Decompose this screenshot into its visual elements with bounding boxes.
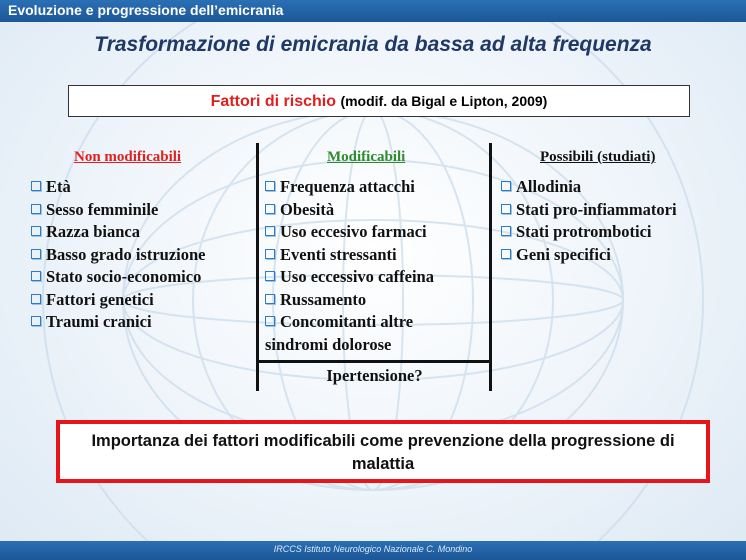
checkbox-bullet-icon (501, 181, 511, 191)
list-item: Fattori genetici (31, 289, 206, 312)
list-item: Sesso femminile (31, 199, 206, 222)
checkbox-bullet-icon (31, 226, 41, 236)
checkbox-bullet-icon (265, 294, 275, 304)
list-item: Stati protrombotici (501, 221, 677, 244)
list-item: Stati pro-infiammatori (501, 199, 677, 222)
importance-box (56, 420, 710, 483)
list-item: Traumi cranici (31, 311, 206, 334)
importance-text: Importanza dei fattori modificabili come prevenzione della progressione di malattia (91, 432, 675, 473)
checkbox-bullet-icon (501, 204, 511, 214)
list-item: Basso grado istruzione (31, 244, 206, 267)
list-modificabili (265, 176, 434, 356)
checkbox-bullet-icon (501, 249, 511, 259)
checkbox-bullet-icon (265, 249, 275, 259)
list-item-continuation: sindromi dolorose (265, 334, 392, 354)
list-item: Allodinia (501, 176, 677, 199)
list-possibili (501, 176, 677, 266)
column-divider-right (489, 143, 492, 391)
list-item: Obesità (265, 199, 434, 222)
checkbox-bullet-icon (265, 271, 275, 281)
list-item: Frequenza attacchi (265, 176, 434, 199)
checkbox-bullet-icon (265, 316, 275, 326)
list-item: Geni specifici (501, 244, 677, 267)
checkbox-bullet-icon (31, 271, 41, 281)
horizontal-divider (256, 360, 492, 363)
checkbox-bullet-icon (31, 181, 41, 191)
list-item: Russamento (265, 289, 434, 312)
list-non-modificabili (31, 176, 206, 334)
list-item: Concomitanti altre (265, 311, 434, 334)
footer-bar (0, 541, 746, 560)
checkbox-bullet-icon (31, 204, 41, 214)
column-heading-modificabili: Modificabili (327, 149, 406, 165)
checkbox-bullet-icon (265, 226, 275, 236)
list-item: Età (31, 176, 206, 199)
list-item: Uso eccessivo caffeina (265, 266, 434, 289)
checkbox-bullet-icon (31, 294, 41, 304)
list-item: Eventi stressanti (265, 244, 434, 267)
risk-factors-label: Fattori di rischio (210, 93, 336, 110)
ipertensione-label: Ipertensione? (326, 366, 423, 385)
list-item: Stato socio-economico (31, 266, 206, 289)
checkbox-bullet-icon (31, 316, 41, 326)
list-item: Razza bianca (31, 221, 206, 244)
checkbox-bullet-icon (265, 204, 275, 214)
top-bar (0, 0, 746, 22)
footer-text: IRCCS Istituto Neurologico Nazionale C. Mondino (273, 544, 473, 554)
column-divider-left (256, 143, 259, 391)
checkbox-bullet-icon (265, 181, 275, 191)
header-title: Evoluzione e progressione dell’emicrania (8, 2, 284, 18)
checkbox-bullet-icon (501, 226, 511, 236)
checkbox-bullet-icon (31, 249, 41, 259)
slide-subtitle: Trasformazione di emicrania da bassa ad alta frequenza (94, 33, 652, 56)
column-heading-possibili: Possibili (studiati) (540, 149, 656, 165)
column-heading-non-modificabili: Non modificabili (74, 149, 182, 165)
risk-factors-source: (modif. da Bigal e Lipton, 2009) (340, 93, 548, 109)
list-item: Uso eccesivo farmaci (265, 221, 434, 244)
risk-factors-box (68, 85, 690, 117)
